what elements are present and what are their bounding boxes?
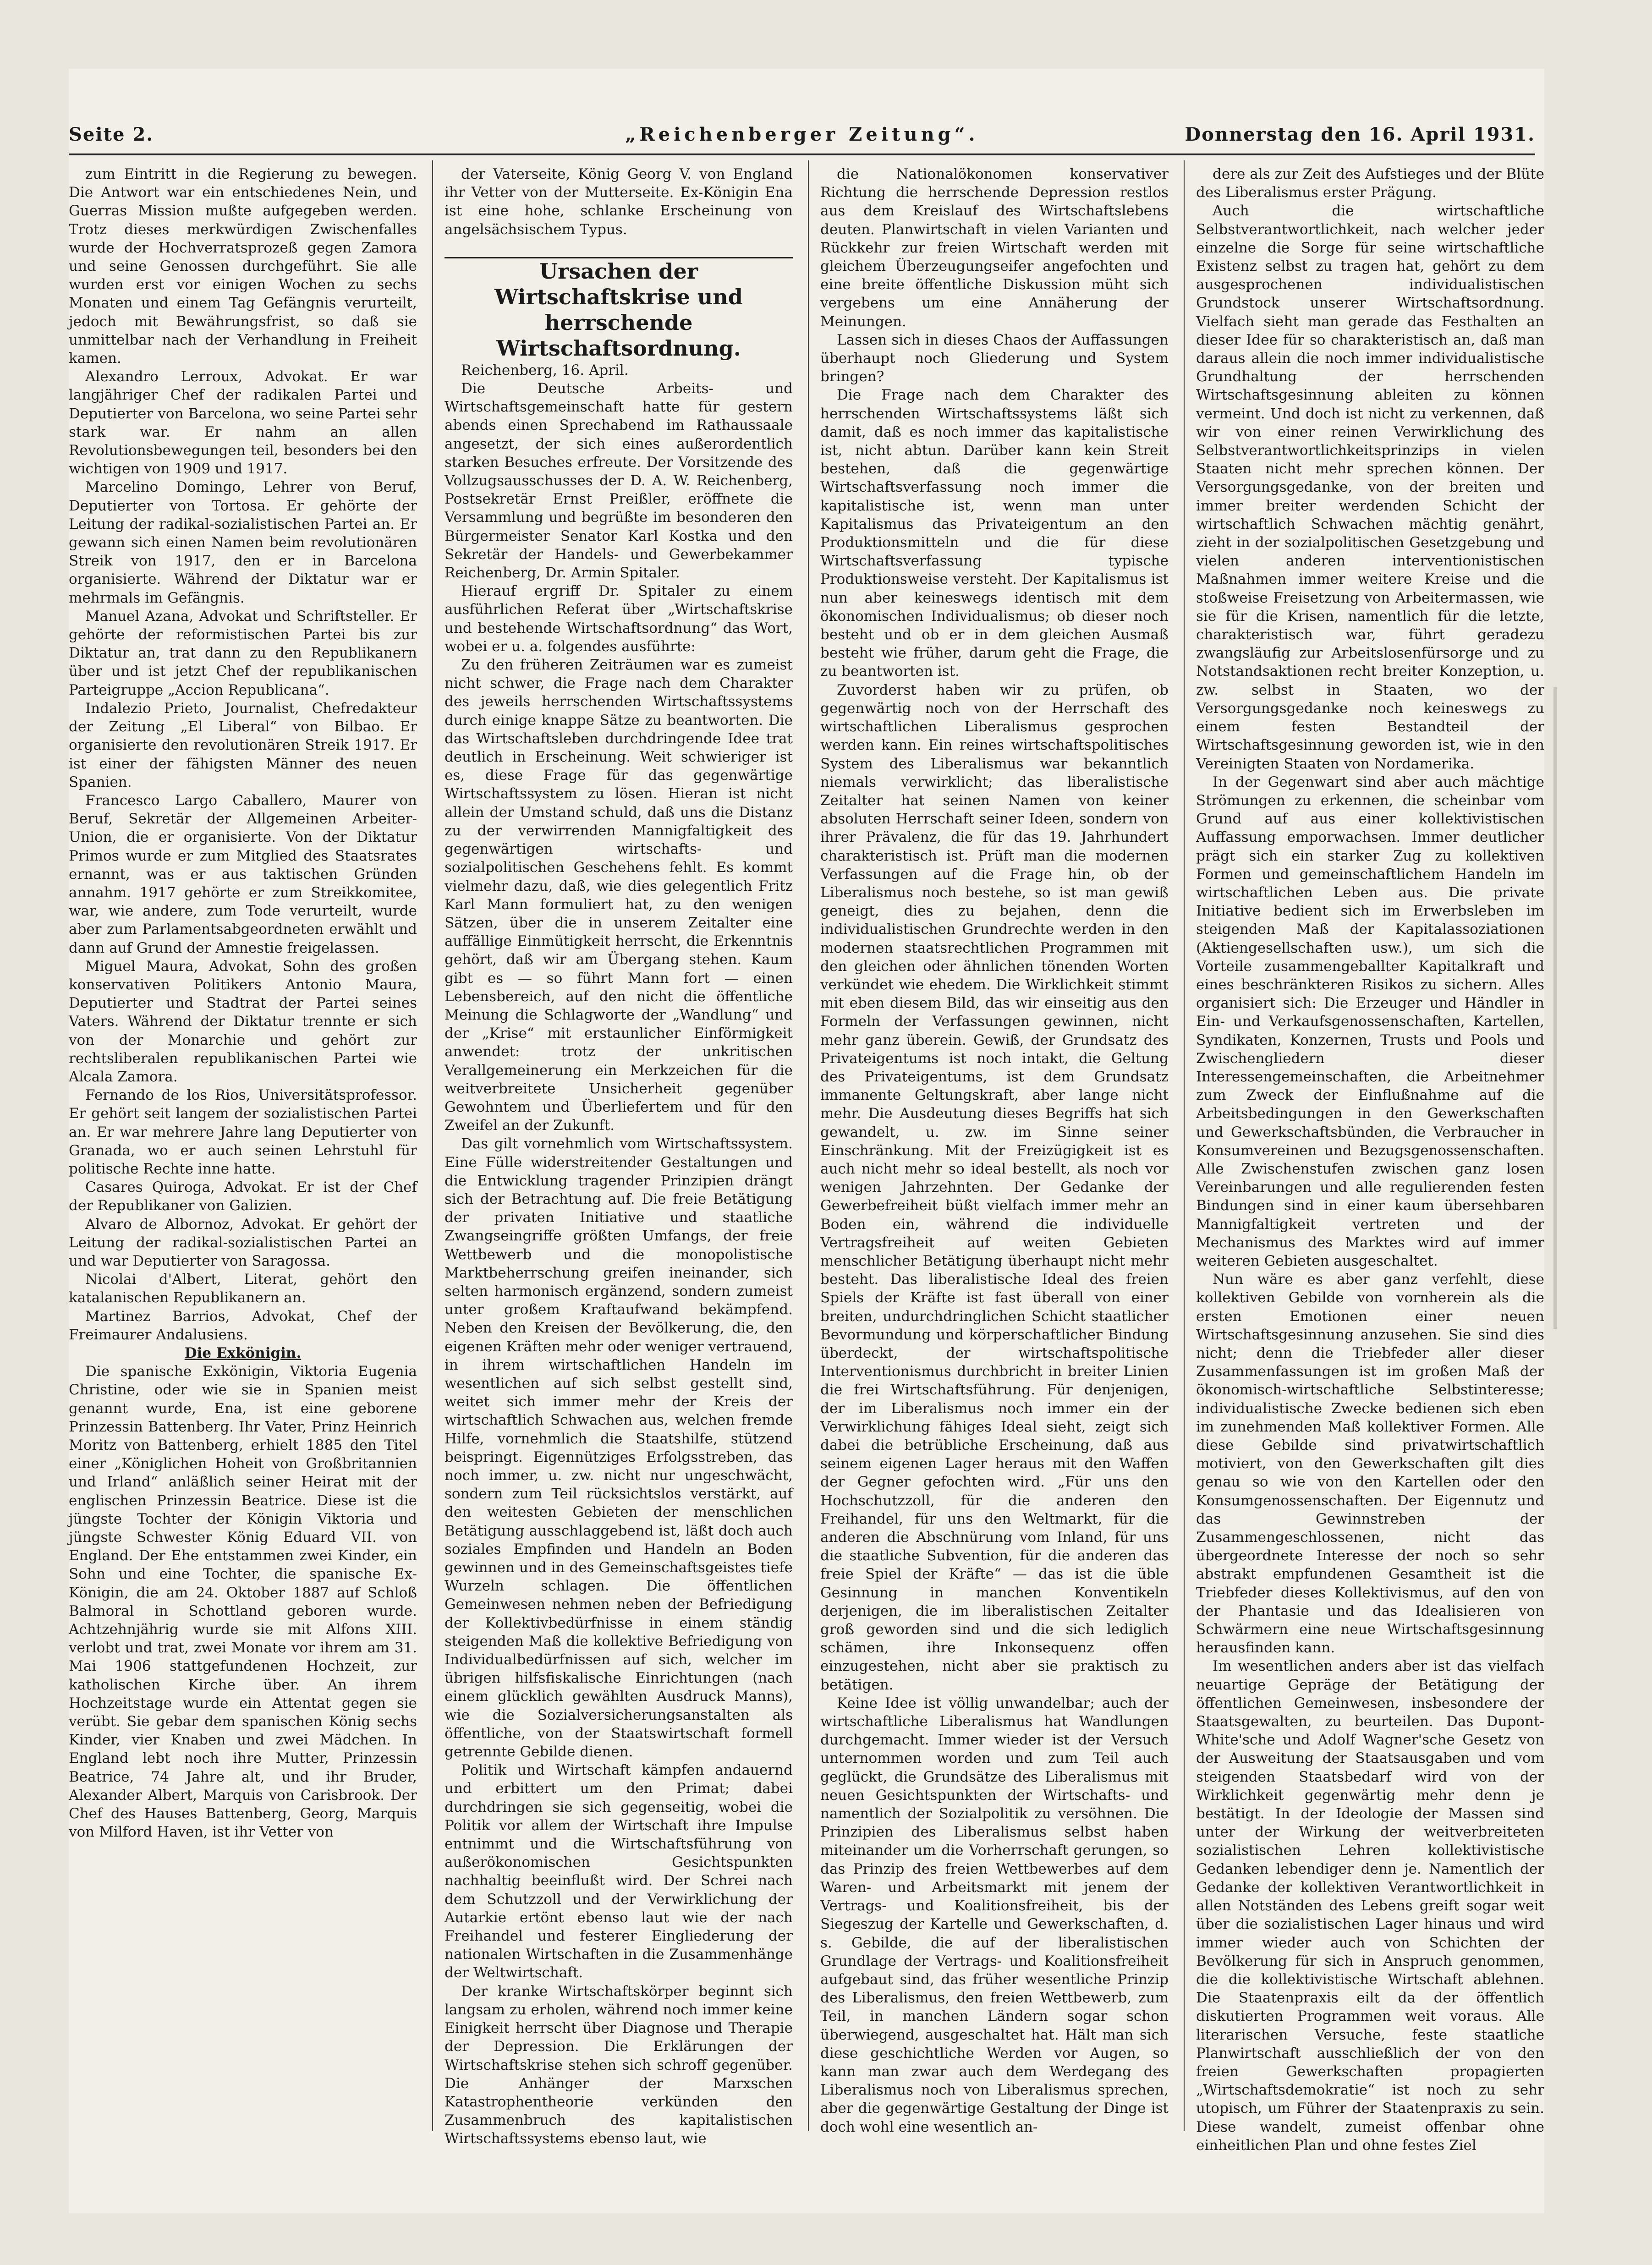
paragraph: Alvaro de Albornoz, Advokat. Er gehört der Leitung der radikal-sozialistischen Partei an und war Deputierter von Saragossa. [69, 1216, 417, 1269]
paragraph: Auch die wirtschaftliche Selbstverantwortlichkeit, nach welcher jeder einzelne die Sorge für seine wirtschaftliche Existenz selbst zu tragen hat, gehört zu dem ausgesprochenen individualistischen Grundstock unserer Wirtschaftsordnung. Vielfach sieht man gerade das Festhalten an dieser Idee für so charakteristisch an, daß man daraus allein die noch immer individualistische Grundhaltung der herrschenden Wirtschaftsgesinnung ableiten zu können vermeint. Und doch ist nicht zu verkennen, daß wir von einer reinen Verwirklichung des Selbstverantwortlichkeitsprinzips in vielen Staaten nicht mehr sprechen können. Der Versorgungsgedanke, von der breiten und immer breiter werdenden Schicht der wirtschaftlich Schwachen mächtig genährt, zieht in der sozialpolitischen Gesetzgebung und vielen anderen interventionistischen Maßnahmen immer weitere Kreise und die stoßweise Freisetzung von Arbeitermassen, wie sie für die Krisen, namentlich für die letzte, charakteristisch war, führt geradezu zwangsläufig zur Arbeitslosenfürsorge und zu Notstandsaktionen recht breiter Konzeption, u. zw. selbst in Staaten, wo der Versorgungsgedanke noch keineswegs zu einem festen Bestandteil der Wirtschaftsgesinnung geworden ist, wie in den Vereinigten Staaten von Nordamerika. [1196, 203, 1544, 772]
paragraph: Fernando de los Rios, Universitätsprofessor. Er gehört seit langem der sozialistischen Partei an. Er war mehrere Jahre lang Deputierter von Granada, wo er auch seinen Lehrstuhl für politische Rechte inne hatte. [69, 1087, 417, 1177]
paragraph: Die Frage nach dem Charakter des herrschenden Wirtschaftssystems läßt sich damit, daß es noch immer das kapitalistische ist, nicht abtun. Darüber kann kein Streit bestehen, daß die gegenwärtige Wirtschaftsverfassung noch immer die kapitalistische ist, wenn man unter Kapitalismus das Privateigentum an den Produktionsmitteln und die für diese Wirtschaftsverfassung typische Produktionsweise versteht. Der Kapitalismus ist nun aber keineswegs identisch mit dem ökonomischen Individualismus; ob dieser noch besteht und ob er in dem gleichen Ausmaß besteht wie früher, darum geht die Frage, die zu beantworten ist. [820, 387, 1169, 680]
subheading-exkoenigin: Die Exkönigin. [184, 1345, 302, 1361]
paragraph: Zu den früheren Zeiträumen war es zumeist nicht schwer, die Frage nach dem Charakter des jeweils herrschenden Wirtschaftssystems durch einige knappe Sätze zu beantworten. Die das Wirtschaftsleben durchdringende Idee trat deutlich in Erscheinung. Weit schwieriger ist es, diese Frage für das gegenwärtige Wirtschaftssystem zu lösen. Hieran ist nicht allein der Umstand schuld, daß uns die Distanz zu der verwirrenden Mannigfaltigkeit des gegenwärtigen wirtschafts- und sozialpolitischen Geschehens fehlt. Es kommt vielmehr dazu, daß, wie dies gelegentlich Fritz Karl Mann formuliert hat, zu den wenigen Sätzen, über die in unserem Zeitalter eine auffällige Einmütigkeit herrscht, die Erkenntnis gehört, daß wir am Übergang stehen. Kaum gibt es — so führt Mann fort — einen Lebensbereich, auf den nicht die öffentliche Meinung die Schlagworte der „Wandlung“ und der „Krise“ mit erstaunlicher Einförmigkeit anwendet: trotz der unkritischen Verallgemeinerung ein Merkzeichen für die weitverbreitete Unsicherheit gegenüber Gewohntem und Überliefertem und für den Zweifel an der Zukunft. [445, 657, 793, 1134]
paragraph: Alexandro Lerroux, Advokat. Er war langjähriger Chef der radikalen Partei und Deputierter von Barcelona, wo seine Partei sehr stark war. Er nahm an allen Revolutionsbewegungen teil, besonders bei den wichtigen von 1909 und 1917. [69, 368, 417, 477]
paragraph: Martinez Barrios, Advokat, Chef der Freimaurer Andalusiens. [69, 1308, 417, 1343]
paragraph: Manuel Azana, Advokat und Schriftsteller. Er gehörte der reformistischen Partei bis zur Diktatur an, trat dann zu den Republikanern über und ist jetzt Chef der republikanischen Parteigruppe „Accion Republicana“. [69, 608, 417, 698]
paragraph: Im wesentlichen anders aber ist das vielfach neuartige Gepräge der Betätigung der öffentlichen Gemeinwesen, insbesondere der Staatsgewalten, zu beurteilen. Das Dupont-White'sche und Adolf Wagner'sche Gesetz von der Ausweitung der Staatsausgaben und vom steigenden Staatsbedarf wird von der Wirklichkeit gegenwärtig mehr denn je bestätigt. In der Ideologie der Massen sind unter der Wirkung der weitverbreiteten sozialistischen Lehren kollektivistische Gedanken lebendiger denn je. Namentlich der Gedanke der kollektiven Verantwortlichkeit in allen Notständen des Lebens greift sogar weit über die sozialistischen Lager hinaus und wird immer wieder auch von Schichten der Bevölkerung für sich in Anspruch genommen, die die kollektivistische Wirtschaft ablehnen. Die Staatenpraxis eilt da der öffentlich diskutierten Programmen weit voraus. Alle literarischen Versuche, feste staatliche Planwirtschaft ausschließlich der von den freien Gewerkschaften propagierten „Wirtschaftsdemokratie“ ist noch zu sehr utopisch, um Führer der Staatenpraxis zu sein. Diese wandelt, zumeist offenbar ohne einheitlichen Plan und ohne festes Ziel [1196, 1658, 1544, 2154]
column-1 [69, 165, 417, 2112]
paragraph: Indalezio Prieto, Journalist, Chefredakteur der Zeitung „El Liberal“ von Bilbao. Er organisierte den revolutionären Streik 1917. Er ist einer der fähigsten Männer des neuen Spanien. [69, 700, 417, 790]
page-edge-shadow [1553, 687, 1557, 1329]
issue-date: Donnerstag den 16. April 1931. [1185, 124, 1535, 145]
paragraph: Der kranke Wirtschaftskörper beginnt sich langsam zu erholen, während noch immer keine Einigkeit herrscht über Diagnose und Therapie der Depression. Die Erklärungen der Wirtschaftskrise stehen sich schroff gegenüber. Die Anhänger der Marxschen Katastrophentheorie verkünden den Zusammenbruch des kapitalistischen Wirtschaftssystems ebenso laut, wie [445, 1983, 793, 2147]
paragraph: Nun wäre es aber ganz verfehlt, diese kollektiven Gebilde von vornherein als die ersten Emotionen einer neuen Wirtschaftsgesinnung anzusehen. Sie sind dies nicht; denn die Triebfeder aller dieser Zusammenfassungen ist im großen Maß der ökonomisch-wirtschaftliche Selbstinteresse; individualistische Zwecke bedienen sich eben im zunehmenden Maß kollektiver Formen. Alle diese Gebilde sind privatwirtschaftlich motiviert, von den Gewerkschaften gilt dies genau so wie von den Kartellen oder den Konsumgenossenschaften. Der Eigennutz und das Gewinnstreben der Zusammengeschlossenen, nicht das übergeordnete Interesse der noch so sehr abstrakt empfundenen Gesamtheit ist die Triebfeder dieses Kollektivismus, auf den von der Phantasie und das Idealisieren von Schwärmern eine neue Wirtschaftsgesinnung herausfinden kann. [1196, 1271, 1544, 1656]
header-rule [69, 154, 1535, 155]
paragraph: Politik und Wirtschaft kämpfen andauernd und erbittert um den Primat; dabei durchdringen sie sich gegenseitig, wobei die Politik vor allem der Wirtschaft ihre Impulse entnimmt und die Wirtschaftsführung von außerökonomischen Gesichtspunkten nachhaltig beeinflußt wird. Der Schrei nach dem Schutzzoll und der Verwirklichung der Autarkie ertönt ebenso laut wie der nach Freihandel und festerer Eingliederung der nationalen Wirtschaften in die Zusammenhänge der Weltwirtschaft. [445, 1762, 793, 1981]
paragraph: Zuvorderst haben wir zu prüfen, ob gegenwärtig noch von der Herrschaft des wirtschaftlichen Liberalismus gesprochen werden kann. Ein reines wirtschaftspolitisches System des Liberalismus war bekanntlich niemals verwirklicht; das liberalistische Zeitalter hat seinen Namen von keiner absoluten Herrschaft seiner Ideen, sondern von ihrer Prävalenz, die für das 19. Jahrhundert charakteristisch ist. Prüft man die modernen Verfassungen auf die Frage hin, ob der Liberalismus noch bestehe, so ist man gewiß geneigt, dies zu bejahen, denn die individualistischen Grundrechte werden in den modernen staatsrechtlichen Programmen mit den gleichen oder ähnlichen tönenden Worten verkündet wie ehedem. Die Wirklichkeit stimmt mit eben diesem Bild, das wir einseitig aus den Formeln der Verfassungen gewinnen, nicht mehr ganz überein. Gewiß, der Grundsatz des Privateigentums ist noch intakt, die Geltung des Privateigentums, ist dem Grundsatz immanente Geltungskraft, aber lange nicht mehr. Die Ausdeutung dieses Begriffs hat sich gewandelt, u. zw. im Sinne seiner Einschränkung. Mit der Freizügigkeit ist es auch nicht mehr so ideal bestellt, als noch vor wenigen Jahrzehnten. Der Gedanke der Gewerbefreiheit büßt vielfach immer mehr an Boden ein, während die individuelle Vertragsfreiheit auf weiten Gebieten menschlicher Betätigung überhaupt nicht mehr besteht. Das liberalistische Ideal des freien Spiels der Kräfte ist fast überall von einer breiten, undurchdringlichen Schicht staatlicher Bevormundung und körperschaftlicher Bindung überdeckt, der wirtschaftspolitische Interventionismus durchbricht in breiter Linien die frei Wirtschaftsführung. Für denjenigen, der im Liberalismus noch immer ein der Verwirklichung fähiges Ideal sieht, zeigt sich dabei die betrübliche Erscheinung, daß aus seinem eigenen Lager heraus mit den Waffen der Gegner gefochten wird. „Für uns den Hochschutzzoll, für die anderen den Freihandel, für uns den Weltmarkt, für die anderen die Abschnürung vom Inland, für uns die staatliche Subvention, für die anderen das freie Spiel der Kräfte“ — das ist die üble Gesinnung in manchen Konventikeln derjenigen, die im liberalistischen Zeitalter groß geworden sind und die sich lediglich schämen, ihre Inkonsequenz offen einzugestehen, nicht aber sie praktisch zu betätigen. [820, 681, 1169, 1693]
column-4 [1196, 165, 1544, 2154]
article-title: Ursachen der Wirtschaftskrise und herrschende Wirtschaftsordnung. [494, 258, 743, 361]
paragraph: die Nationalökonomen konservativer Richtung die herrschende Depression restlos aus dem Kreislauf des Wirtschaftslebens deuten. Planwirtschaft in vielen Varianten und Rückkehr zur freien Wirtschaft werden mit gleichem Überzeugungseifer angefochten und eine breite öffentliche Diskussion müht sich vergebens um eine Annäherung der Meinungen. [820, 166, 1169, 330]
paragraph: zum Eintritt in die Regierung zu bewegen. Die Antwort war ein entschiedenes Nein, und Guerras Mission mußte aufgegeben werden. Trotz dieses merkwürdigen Zwischenfalles wurde der Hochverratsprozeß gegen Zamora und seine Genossen durchgeführt. Sie alle wurden erst vor einigen Wochen zu sechs Monaten und einem Tag Gefängnis verurteilt, jedoch mit Bewährungsfrist, so daß sie unmittelbar nach der Verhandlung in Freiheit kamen. [69, 166, 417, 367]
paragraph: Marcelino Domingo, Lehrer von Beruf, Deputierter von Tortosa. Er gehörte der Leitung der radikal-sozialistischen Partei an. Er gewann sich einen Namen beim revolutionären Streik von 1917, den er in Barcelona organisierte. Während der Diktatur war er mehrmals im Gefängnis. [69, 479, 417, 606]
column-divider [1184, 160, 1185, 2131]
column-divider [432, 160, 433, 2131]
page-number: Seite 2. [69, 124, 154, 145]
newspaper-title: „Reichenberger Zeitung“. [625, 124, 979, 145]
column-2 [445, 165, 793, 2147]
paragraph: der Vaterseite, König Georg V. von England ihr Vetter von der Mutterseite. Ex-Königin Ena ist eine hohe, schlanke Erscheinung von angelsächsischem Typus. [445, 166, 793, 238]
paragraph: Die Deutsche Arbeits- und Wirtschaftsgemeinschaft hatte für gestern abends einen Sprechabend im Rathaussaale angesetzt, der sich eines außerordentlich starken Besuches erfreute. Der Vorsitzende des Vollzugsausschusses der D. A. W. Reichenberg, Postsekretär Ernst Preißler, eröffnete die Versammlung und begrüßte im besonderen den Bürgermeister Senator Karl Kostka und den Sekretär der Handels- und Gewerbekammer Reichenberg, Dr. Armin Spitaler. [445, 380, 793, 581]
column-3 [820, 165, 1169, 2135]
paragraph: Francesco Largo Caballero, Maurer von Beruf, Sekretär der Allgemeinen Arbeiter-Union, die er organisierte. Von der Diktatur Primos wurde er zum Mitglied des Staatsrates ernannt, was er aus taktischen Gründen annahm. 1917 gehörte er zum Streikkomitee, war, wie andere, zum Tode verurteilt, wurde aber zum Parlamentsabgeordneten erwählt und dann auf Grund der Amnestie freigelassen. [69, 792, 417, 956]
paragraph: Die spanische Exkönigin, Viktoria Eugenia Christine, oder wie sie in Spanien meist genannt wurde, Ena, ist eine geborene Prinzessin Battenberg. Ihr Vater, Prinz Heinrich Moritz von Battenberg, erhielt 1885 den Titel einer „Königlichen Hoheit von Großbritannien und Irland“ anläßlich seiner Heirat mit der englischen Prinzessin Beatrice. Diese ist die jüngste Tochter der Königin Viktoria und jüngste Schwester König Eduard VII. von England. Der Ehe entstammen zwei Kinder, ein Sohn und eine Tochter, die spanische Ex-Königin, die am 24. Oktober 1887 auf Schloß Balmoral in Schottland geboren wurde. Achtzehnjährig wurde sie mit Alfons XIII. verlobt und trat, zwei Monate vor ihrem am 31. Mai 1906 stattgefundenen Hochzeit, zur katholischen Kirche über. An ihrem Hochzeitstage wurde ein Attentat gegen sie verübt. Sie gebar dem spanischen König sechs Kinder, vier Knaben und zwei Mädchen. In England lebt noch ihre Mutter, Prinzessin Beatrice, 74 Jahre alt, und ihr Bruder, Alexander Albert, Marquis von Carisbrook. Der Chef des Hauses Battenberg, Georg, Marquis von Milford Haven, ist ihr Vetter von [69, 1363, 417, 1841]
paragraph: In der Gegenwart sind aber auch mächtige Strömungen zu erkennen, die scheinbar vom Grund auf aus einer kollektivistischen Auffassung emporwachsen. Immer deutlicher prägt sich ein starker Zug zu kollektiven Formen und gemeinschaftlichem Handeln im wirtschaftlichen Leben aus. Die private Initiative bedient sich im Erwerbsleben im steigenden Maß der Kapitalassoziationen (Aktiengesellschaften usw.), um sich die Vorteile zusammengeballter Kapitalkraft und eines beschränkteren Risikos zu sichern. Alles organisiert sich: Die Erzeuger und Händler in Ein- und Verkaufsgenossenschaften, Kartellen, Syndikaten, Konzernen, Trusts und Pools und Zwischengliedern dieser Interessengemeinschaften, die Arbeitnehmer zum Zweck der Einflußnahme auf die Arbeitsbedingungen in den Gewerkschaften und Gewerkschaftsbünden, die Verbraucher in Konsumvereinen und Bezugsgenossenschaften. Alle Zwischenstufen zwischen ganz losen Vereinbarungen und alle regulierenden festen Bindungen sind in einer kaum übersehbaren Mannigfaltigkeit vertreten und der Mechanismus des Marktes wird auf immer weiteren Gebieten ausgeschaltet. [1196, 773, 1544, 1269]
paragraph: Keine Idee ist völlig unwandelbar; auch der wirtschaftliche Liberalismus hat Wandlungen durchgemacht. Immer wieder ist der Versuch unternommen worden und zum Teil auch geglückt, die Grundsätze des Liberalismus mit neuen Gesichtspunkten der Wirtschafts- und namentlich der Sozialpolitik zu versöhnen. Die Prinzipien des Liberalismus selbst haben miteinander um die Vorherrschaft gerungen, so das Prinzip des freien Wettbewerbes auf dem Waren- und Arbeitsmarkt mit jenem der Vertrags- und Koalitionsfreiheit, bis der Siegeszug der Kartelle und Gewerkschaften, d. s. Gebilde, die auf der liberalistischen Grundlage der Vertrags- und Koalitionsfreiheit aufgebaut sind, das früher wesentliche Prinzip des Liberalismus, den freien Wettbewerb, zum Teil, in manchen Ländern sogar schon überwiegend, ausgeschaltet hat. Hält man sich diese geschichtliche Werden vor Augen, so kann man zwar auch dem Werdegang des Liberalismus noch von Liberalismus sprechen, aber die gegenwärtige Gestaltung der Dinge ist doch wohl eine wesentlich an- [820, 1695, 1169, 2135]
paragraph: Das gilt vornehmlich vom Wirtschaftssystem. Eine Fülle widerstreitender Gestaltungen und die Entwicklung tragender Prinzipien drängt sich der Betrachtung auf. Die freie Betätigung der privaten Initiative und staatliche Zwangseingriffe größten Umfangs, der freie Wettbewerb und die monopolistische Marktbeherrschung greifen ineinander, sich selten harmonisch ergänzend, sondern zumeist unter großem Kraftaufwand bekämpfend. Neben den Kreisen der Bevölkerung, die, den eigenen Kräften mehr oder weniger vertrauend, in ihrem wirtschaftlichen Handeln im wesentlichen auf sich selbst gestellt sind, weitet sich immer mehr der Kreis der wirtschaftlich Schwachen aus, welchen fremde Hilfe, vornehmlich die Staatshilfe, stützend beispringt. Eigennütziges Erfolgsstreben, das noch immer, u. zw. nicht nur ungeschwächt, sondern zum Teil rücksichtslos verstärkt, auf den weitesten Gebieten der menschlichen Betätigung ausschlaggebend ist, läßt doch auch soziales Empfinden und Handeln an Boden gewinnen und in des Gemeinschaftsgeistes tiefe Wurzeln schlagen. Die öffentlichen Gemeinwesen nehmen neben der Befriedigung der Kollektivbedürfnisse in einem ständig steigenden Maß die kollektive Befriedigung von Individualbedürfnissen auf sich, welcher im übrigen hilfsfiskalische Einrichtungen (nach einem glücklich gewählten Ausdruck Manns), wie die Sozialversicherungsanstalten als öffentliche, von der Staatswirtschaft formell getrennte Gebilde dienen. [445, 1135, 793, 1760]
paragraph: Nicolai d'Albert, Literat, gehört den katalanischen Republikanern an. [69, 1271, 417, 1306]
page-header [69, 124, 1535, 151]
paragraph: Miguel Maura, Advokat, Sohn des großen konservativen Politikers Antonio Maura, Deputierter und Stadtrat der Partei seines Vaters. Während der Diktatur trennte er sich von der Monarchie und gehört zur rechtsliberalen republikanischen Partei wie Alcala Zamora. [69, 958, 417, 1085]
paragraph: Lassen sich in dieses Chaos der Auffassungen überhaupt noch Gliederung und System bringen? [820, 331, 1169, 385]
paragraph: Hierauf ergriff Dr. Spitaler zu einem ausführlichen Referat über „Wirtschaftskrise und bestehende Wirtschaftsordnung“ das Wort, wobei er u. a. folgendes ausführte: [445, 583, 793, 655]
column-divider [808, 160, 809, 2131]
paragraph: Casares Quiroga, Advokat. Er ist der Chef der Republikaner von Galizien. [69, 1179, 417, 1214]
paragraph: dere als zur Zeit des Aufstieges und der Blüte des Liberalismus erster Prägung. [1196, 166, 1544, 201]
dateline: Reichenberg, 16. April. [461, 362, 629, 378]
